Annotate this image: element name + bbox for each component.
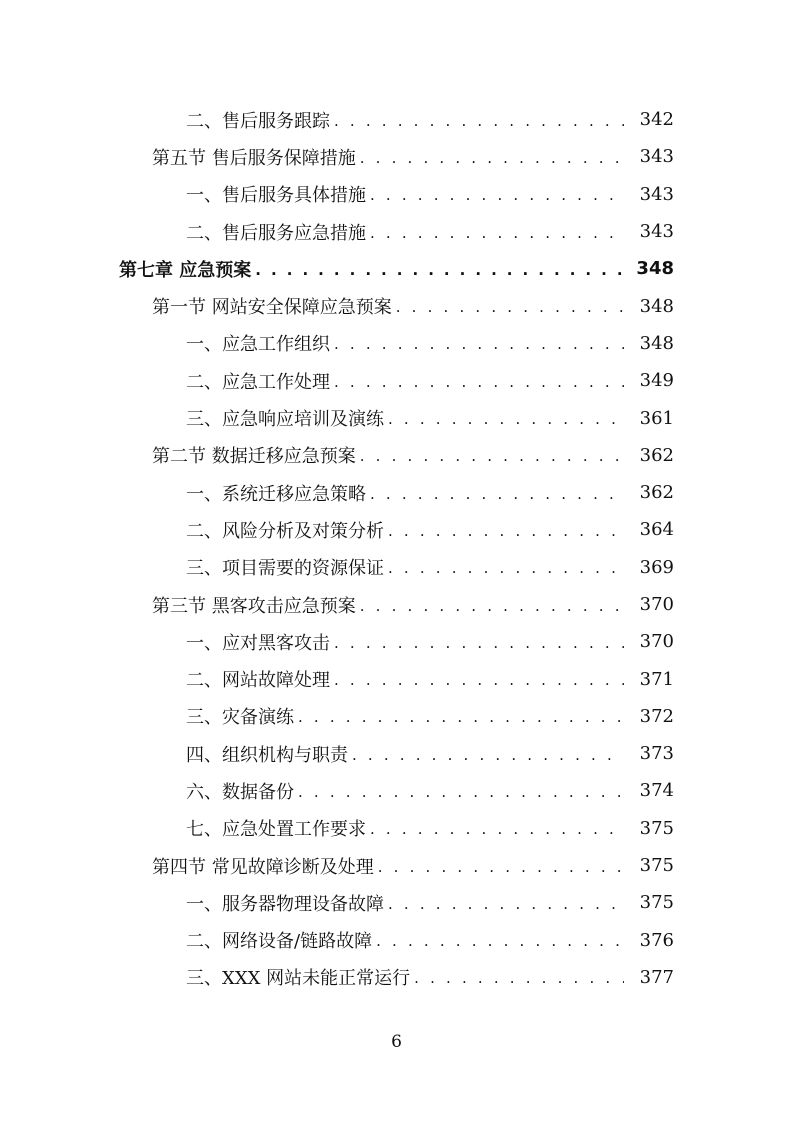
toc-entry-title: 三、项目需要的资源保证 <box>186 554 388 580</box>
toc-entry-page: 348 <box>624 258 674 279</box>
dot-leader <box>334 633 624 653</box>
toc-subsection-entry[interactable] <box>0 511 793 548</box>
toc-subsection-entry[interactable] <box>0 660 793 697</box>
toc-subsection-entry[interactable] <box>0 325 793 362</box>
toc-entry-title: 六、数据备份 <box>186 778 298 804</box>
toc-entry-title: 二、售后服务跟踪 <box>186 107 334 133</box>
toc-subsection-entry[interactable] <box>0 810 793 847</box>
toc-entry-page: 342 <box>624 109 674 130</box>
toc-subsection-entry[interactable] <box>0 735 793 772</box>
toc-entry-title: 二、风险分析及对策分析 <box>186 517 388 543</box>
toc-entry-title: 一、应对黑客攻击 <box>186 629 334 655</box>
toc-entry-title: 三、应急响应培训及演练 <box>186 405 388 431</box>
dot-leader <box>370 819 624 839</box>
toc-entry-page: 343 <box>624 146 674 167</box>
toc-subsection-entry[interactable] <box>0 101 793 138</box>
toc-entry-title: 二、网站故障处理 <box>186 666 334 692</box>
toc-entry-page: 348 <box>624 333 674 354</box>
toc-entry-title: 第四节 常见故障诊断及处理 <box>152 853 378 879</box>
toc-section-entry[interactable] <box>0 847 793 884</box>
toc-entry-page: 370 <box>624 631 674 652</box>
toc-entry-page: 362 <box>624 482 674 503</box>
toc-subsection-entry[interactable] <box>0 213 793 250</box>
toc-entry-page: 372 <box>624 706 674 727</box>
toc-entry-title: 第五节 售后服务保障措施 <box>152 144 360 170</box>
toc-entry-page: 343 <box>624 221 674 242</box>
toc-chapter-entry[interactable] <box>0 250 793 287</box>
toc-entry-title: 四、组织机构与职责 <box>186 741 352 767</box>
toc-entry-title: 一、系统迁移应急策略 <box>186 480 370 506</box>
toc-entry-title: 一、售后服务具体措施 <box>186 181 370 207</box>
dot-leader <box>376 931 624 951</box>
toc-subsection-entry[interactable] <box>0 772 793 809</box>
toc-entry-page: 373 <box>624 743 674 764</box>
toc-entry-page: 343 <box>624 184 674 205</box>
toc-entry-title: 第二节 数据迁移应急预案 <box>152 442 360 468</box>
toc-subsection-entry[interactable] <box>0 884 793 921</box>
dot-leader <box>388 894 624 914</box>
toc-subsection-entry[interactable] <box>0 176 793 213</box>
toc-entry-page: 370 <box>624 594 674 615</box>
dot-leader <box>352 745 624 765</box>
toc-entry-page: 375 <box>624 892 674 913</box>
toc-entry-title: 七、应急处置工作要求 <box>186 815 370 841</box>
toc-section-entry[interactable] <box>0 437 793 474</box>
toc-subsection-entry[interactable] <box>0 959 793 996</box>
toc-subsection-entry[interactable] <box>0 474 793 511</box>
toc-subsection-entry[interactable] <box>0 399 793 436</box>
dot-leader <box>388 521 624 541</box>
toc-entry-page: 348 <box>624 296 674 317</box>
toc-subsection-entry[interactable] <box>0 362 793 399</box>
dot-leader <box>414 968 624 988</box>
toc-entry-page: 374 <box>624 780 674 801</box>
dot-leader <box>334 334 624 354</box>
toc-entry-page: 375 <box>624 818 674 839</box>
toc-entry-title: 二、售后服务应急措施 <box>186 219 370 245</box>
dot-leader <box>378 857 624 877</box>
toc-entry-title: 一、应急工作组织 <box>186 330 334 356</box>
toc-entry-title: 一、服务器物理设备故障 <box>186 890 388 916</box>
dot-leader <box>370 484 624 504</box>
toc-section-entry[interactable] <box>0 138 793 175</box>
toc-subsection-entry[interactable] <box>0 922 793 959</box>
toc-entry-page: 375 <box>624 855 674 876</box>
toc-entry-title: 二、应急工作处理 <box>186 368 334 394</box>
toc-section-entry[interactable] <box>0 586 793 623</box>
dot-leader <box>298 782 624 802</box>
toc-entry-page: 362 <box>624 445 674 466</box>
toc-entry-title: 第七章 应急预案 <box>119 256 255 282</box>
dot-leader <box>255 260 624 280</box>
dot-leader <box>360 148 624 168</box>
dot-leader <box>360 596 624 616</box>
toc-entry-title: 二、网络设备/链路故障 <box>186 927 376 953</box>
dot-leader <box>360 446 624 466</box>
page-number: 6 <box>391 1032 402 1052</box>
toc-subsection-entry[interactable] <box>0 698 793 735</box>
toc-entry-page: 377 <box>624 967 674 988</box>
dot-leader <box>388 558 624 578</box>
table-of-contents <box>0 101 793 996</box>
dot-leader <box>370 223 624 243</box>
toc-section-entry[interactable] <box>0 287 793 324</box>
toc-entry-title: 第三节 黑客攻击应急预案 <box>152 592 360 618</box>
toc-entry-title: 三、灾备演练 <box>186 703 298 729</box>
toc-entry-page: 361 <box>624 408 674 429</box>
dot-leader <box>388 409 624 429</box>
dot-leader <box>396 297 624 317</box>
dot-leader <box>334 670 624 690</box>
dot-leader <box>370 185 624 205</box>
toc-subsection-entry[interactable] <box>0 549 793 586</box>
toc-entry-title: 第一节 网站安全保障应急预案 <box>152 293 396 319</box>
toc-subsection-entry[interactable] <box>0 623 793 660</box>
dot-leader <box>334 372 624 392</box>
toc-entry-page: 349 <box>624 370 674 391</box>
toc-entry-page: 376 <box>624 930 674 951</box>
toc-entry-page: 364 <box>624 519 674 540</box>
dot-leader <box>334 111 624 131</box>
dot-leader <box>298 707 624 727</box>
toc-entry-page: 369 <box>624 557 674 578</box>
toc-entry-title: 三、XXX 网站未能正常运行 <box>186 964 414 990</box>
toc-entry-page: 371 <box>624 669 674 690</box>
